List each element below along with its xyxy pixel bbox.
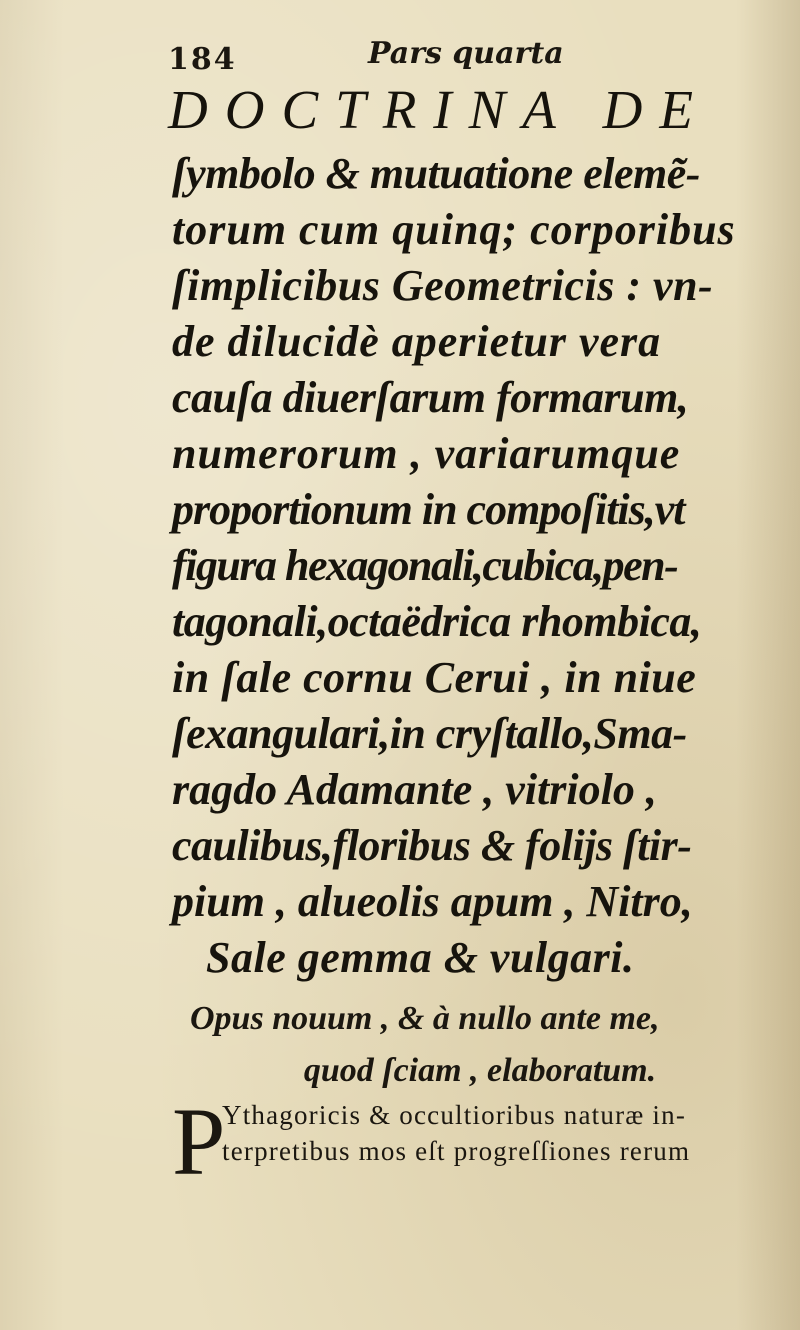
body-line: cauſa diuerſarum formarum, <box>172 373 689 422</box>
page-header <box>168 36 768 76</box>
body-line: proportionum in compoſitis,vt <box>172 485 685 534</box>
title-body <box>172 146 772 986</box>
body-line: figura hexagonali,cubica,pen- <box>172 541 678 590</box>
section-title: DOCTRINA DE <box>168 79 710 140</box>
body-line: torum cum quinq; corporibus <box>172 205 736 254</box>
preface-line: terpretibus mos eſt progreſſiones rerum <box>222 1136 691 1166</box>
preface-line: Ythagoricis & occultioribus naturæ in- <box>222 1100 687 1130</box>
page-number: 184 <box>168 42 237 77</box>
body-line: tagonali,octaëdrica rhombica, <box>172 597 702 646</box>
body-line: ſexangulari,in cryſtallo,Sma- <box>172 709 687 758</box>
body-line: numerorum , variarumque <box>172 429 681 478</box>
body-line: in ſale cornu Cerui , in niue <box>172 653 697 702</box>
body-line: Sale gemma & vulgari. <box>206 933 635 982</box>
subtitle-line: quod ſciam , elaboratum. <box>303 1052 657 1089</box>
body-line: pium , alueolis apum , Nitro, <box>172 877 693 926</box>
body-line: ſimplicibus Geometricis : vn- <box>172 261 714 310</box>
subtitle-line: Opus nouum , & à nullo ante me, <box>190 1000 660 1037</box>
drop-cap: P <box>172 1088 226 1195</box>
body-line: caulibus,floribus & folijs ſtir- <box>172 821 692 870</box>
body-line: ſymbolo & mutuatione elemẽ- <box>172 149 700 198</box>
body-line: ragdo Adamante , vitriolo , <box>172 765 657 814</box>
body-line: de dilucidè aperietur vera <box>172 317 662 366</box>
running-head: Pars quarta <box>368 36 564 71</box>
